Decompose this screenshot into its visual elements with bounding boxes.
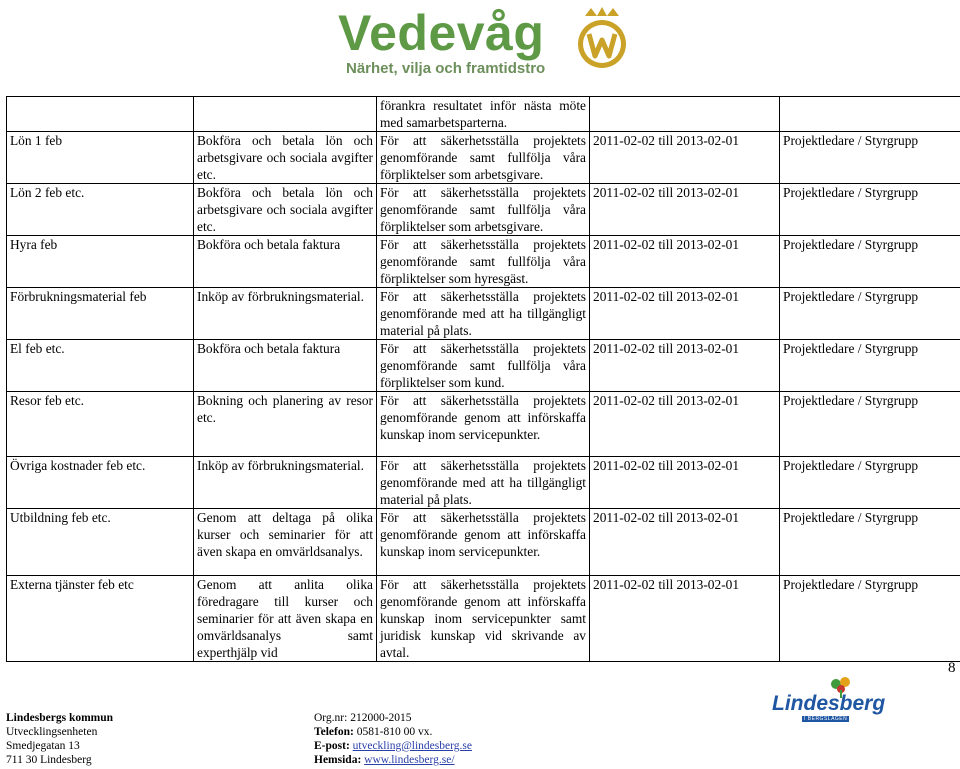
- activity-cell: Övriga kostnader feb etc.: [7, 457, 194, 509]
- responsible-cell: Projektledare / Styrgrupp: [780, 132, 960, 184]
- action-cell: Bokföra och betala lön och arbetsgivare och sociala avgifter etc.: [194, 132, 377, 184]
- org-number-value: 212000-2015: [350, 712, 412, 724]
- activity-cell: Lön 2 feb etc.: [7, 184, 194, 236]
- action-cell: Genom att anlita olika föredragare till kurser och seminarier för att även skapa en omvärldsanalys samt experthjälp vid: [194, 576, 377, 662]
- footer-postal: 711 30 Lindesberg: [6, 754, 92, 766]
- period-cell: 2011-02-02 till 2013-02-01: [590, 576, 780, 662]
- responsible-cell: Projektledare / Styrgrupp: [780, 457, 960, 509]
- activity-cell: Resor feb etc.: [7, 392, 194, 457]
- lindesberg-logo: [768, 676, 886, 726]
- responsible-cell: Projektledare / Styrgrupp: [780, 392, 960, 457]
- purpose-cell: För att säkerhetsställa projektets genomförande genom att införskaffa kunskap inom servicepunkter samt juridisk kunskap vid skrivande av avtal.: [377, 576, 590, 662]
- table-row: [7, 392, 960, 457]
- purpose-cell: För att säkerhetsställa projektets genomförande med att ha tillgängligt material på plats.: [377, 288, 590, 340]
- action-cell: Genom att deltaga på olika kurser och seminarier för att även skapa en omvärldsanalys.: [194, 509, 377, 576]
- table-row: [7, 288, 960, 340]
- activity-cell: [7, 97, 194, 132]
- vedevag-logo: [330, 2, 640, 84]
- table-row: [7, 457, 960, 509]
- responsible-cell: [780, 97, 960, 132]
- purpose-cell: För att säkerhetsställa projektets genomförande samt fullfölja våra förpliktelser som hyresgäst.: [377, 236, 590, 288]
- period-cell: 2011-02-02 till 2013-02-01: [590, 509, 780, 576]
- responsible-cell: Projektledare / Styrgrupp: [780, 288, 960, 340]
- activity-cell: El feb etc.: [7, 340, 194, 392]
- period-cell: 2011-02-02 till 2013-02-01: [590, 340, 780, 392]
- email-label: E-post:: [314, 740, 350, 752]
- table-row: [7, 340, 960, 392]
- activity-cell: Externa tjänster feb etc: [7, 576, 194, 662]
- action-cell: Bokföra och betala lön och arbetsgivare och sociala avgifter etc.: [194, 184, 377, 236]
- action-cell: Bokning och planering av resor etc.: [194, 392, 377, 457]
- table-row: [7, 236, 960, 288]
- action-cell: Bokföra och betala faktura: [194, 340, 377, 392]
- purpose-cell: förankra resultatet inför nästa möte med samarbetsparterna.: [377, 97, 590, 132]
- responsible-cell: Projektledare / Styrgrupp: [780, 184, 960, 236]
- table-row: [7, 509, 960, 576]
- period-cell: 2011-02-02 till 2013-02-01: [590, 184, 780, 236]
- period-cell: 2011-02-02 till 2013-02-01: [590, 236, 780, 288]
- purpose-cell: För att säkerhetsställa projektets genomförande genom att införskaffa kunskap inom servicepunkter.: [377, 392, 590, 457]
- logo-wordmark: Vedevåg: [338, 5, 545, 61]
- period-cell: 2011-02-02 till 2013-02-01: [590, 132, 780, 184]
- table-row: [7, 184, 960, 236]
- footer-street: Smedjegatan 13: [6, 740, 80, 752]
- purpose-cell: För att säkerhetsställa projektets genomförande genom att införskaffa kunskap inom servicepunkter.: [377, 509, 590, 576]
- activity-cell: Utbildning feb etc.: [7, 509, 194, 576]
- responsible-cell: Projektledare / Styrgrupp: [780, 340, 960, 392]
- action-cell: Inköp av förbrukningsmaterial.: [194, 288, 377, 340]
- action-cell: Inköp av förbrukningsmaterial.: [194, 457, 377, 509]
- purpose-cell: För att säkerhetsställa projektets genomförande med att ha tillgängligt material på plats.: [377, 457, 590, 509]
- responsible-cell: Projektledare / Styrgrupp: [780, 576, 960, 662]
- action-cell: [194, 97, 377, 132]
- period-cell: 2011-02-02 till 2013-02-01: [590, 288, 780, 340]
- lindesberg-subtitle: I BERGSLAGEN: [804, 716, 848, 722]
- page-number: 8: [948, 660, 956, 676]
- responsible-cell: Projektledare / Styrgrupp: [780, 509, 960, 576]
- website-label: Hemsida:: [314, 754, 362, 766]
- website-link[interactable]: www.lindesberg.se/: [364, 754, 455, 766]
- responsible-cell: Projektledare / Styrgrupp: [780, 236, 960, 288]
- action-cell: Bokföra och betala faktura: [194, 236, 377, 288]
- period-cell: 2011-02-02 till 2013-02-01: [590, 457, 780, 509]
- footer-org-name: Lindesbergs kommun: [6, 712, 114, 724]
- purpose-cell: För att säkerhetsställa projektets genomförande samt fullfölja våra förpliktelser som kund.: [377, 340, 590, 392]
- crown-emblem-icon: [573, 6, 631, 70]
- footer-department: Utvecklingsenheten: [6, 726, 98, 738]
- footer-address: [6, 711, 113, 767]
- purpose-cell: För att säkerhetsställa projektets genomförande samt fullfölja våra förpliktelser som arbetsgivare.: [377, 184, 590, 236]
- org-number-label: Org.nr:: [314, 712, 348, 724]
- phone-label: Telefon:: [314, 726, 354, 738]
- phone-value: 0581-810 00 vx.: [356, 726, 433, 738]
- logo-tagline: Närhet, vilja och framtidstro: [346, 60, 546, 77]
- table-row: [7, 132, 960, 184]
- activity-cell: Hyra feb: [7, 236, 194, 288]
- table-row: [7, 97, 960, 132]
- activity-plan-table: [6, 96, 960, 662]
- activity-cell: Lön 1 feb: [7, 132, 194, 184]
- table-row: [7, 576, 960, 662]
- lindesberg-wordmark: Lindesberg: [772, 692, 886, 715]
- activity-cell: Förbrukningsmaterial feb: [7, 288, 194, 340]
- period-cell: [590, 97, 780, 132]
- footer-contact: [314, 711, 472, 767]
- email-link[interactable]: utveckling@lindesberg.se: [352, 740, 472, 752]
- purpose-cell: För att säkerhetsställa projektets genomförande samt fullfölja våra förpliktelser som arbetsgivare.: [377, 132, 590, 184]
- period-cell: 2011-02-02 till 2013-02-01: [590, 392, 780, 457]
